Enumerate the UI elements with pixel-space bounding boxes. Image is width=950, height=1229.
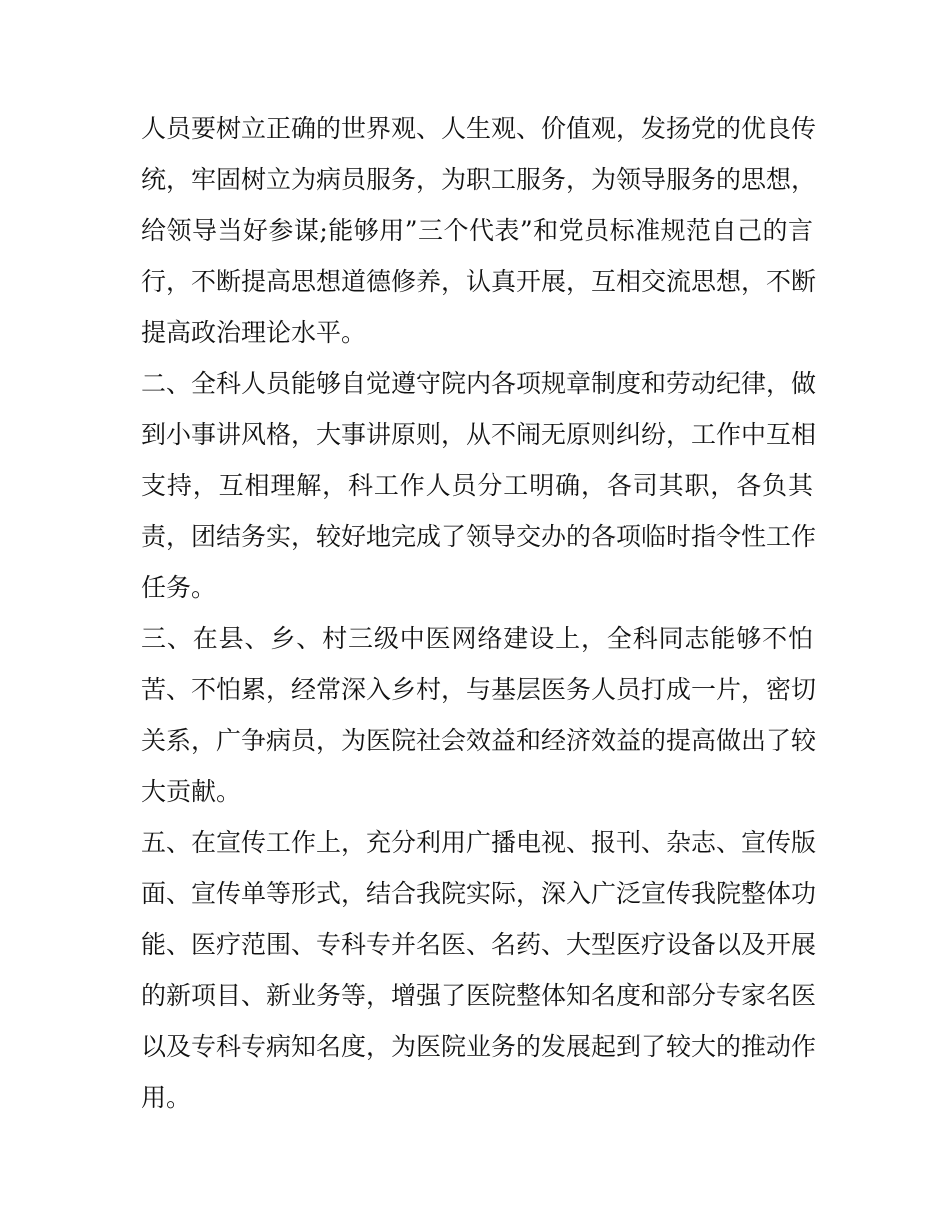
document-text-line: 人员要树立正确的世界观、人生观、价值观，发扬党的优良传: [141, 114, 817, 143]
document-text-line: 给领导当好参谋;能够用”三个代表”和党员标准规范自己的言: [141, 216, 813, 245]
document-text-line: 任务。: [141, 573, 217, 602]
document-text-line: 以及专科专病知名度，为医院业务的发展起到了较大的推动作: [141, 1032, 817, 1061]
document-text-line: 统，牢固树立为病员服务，为职工服务，为领导服务的思想，: [141, 165, 817, 194]
document-text-line: 三、在县、乡、村三级中医网络建设上，全科同志能够不怕: [141, 624, 813, 653]
document-text-line: 支持，互相理解，科工作人员分工明确，各司其职，各负其: [141, 471, 813, 500]
document-text-line: 面、宣传单等形式，结合我院实际，深入广泛宣传我院整体功: [141, 879, 817, 908]
document-text-line: 责，团结务实，较好地完成了领导交办的各项临时指令性工作: [141, 522, 817, 551]
document-text-line: 能、医疗范围、专科专并名医、名药、大型医疗设备以及开展: [141, 930, 817, 959]
document-text-line: 行，不断提高思想道德修养，认真开展，互相交流思想，不断: [141, 267, 817, 296]
document-text-line: 用。: [141, 1083, 192, 1112]
document-text-line: 大贡献。: [141, 777, 242, 806]
document-text-line: 的新项目、新业务等，增强了医院整体知名度和部分专家名医: [141, 981, 817, 1010]
document-text-line: 到小事讲风格，大事讲原则，从不闹无原则纠纷，工作中互相: [141, 420, 817, 449]
document-text-line: 提高政治理论水平。: [141, 318, 367, 347]
document-text-line: 五、在宣传工作上，充分利用广播电视、报刊、杂志、宣传版: [141, 828, 817, 857]
document-text-line: 苦、不怕累，经常深入乡村，与基层医务人员打成一片，密切: [141, 675, 817, 704]
document-text-line: 关系，广争病员，为医院社会效益和经济效益的提高做出了较: [141, 726, 817, 755]
document-body-text: [141, 103, 817, 1123]
document-text-line: 二、全科人员能够自觉遵守院内各项规章制度和劳动纪律，做: [141, 369, 817, 398]
